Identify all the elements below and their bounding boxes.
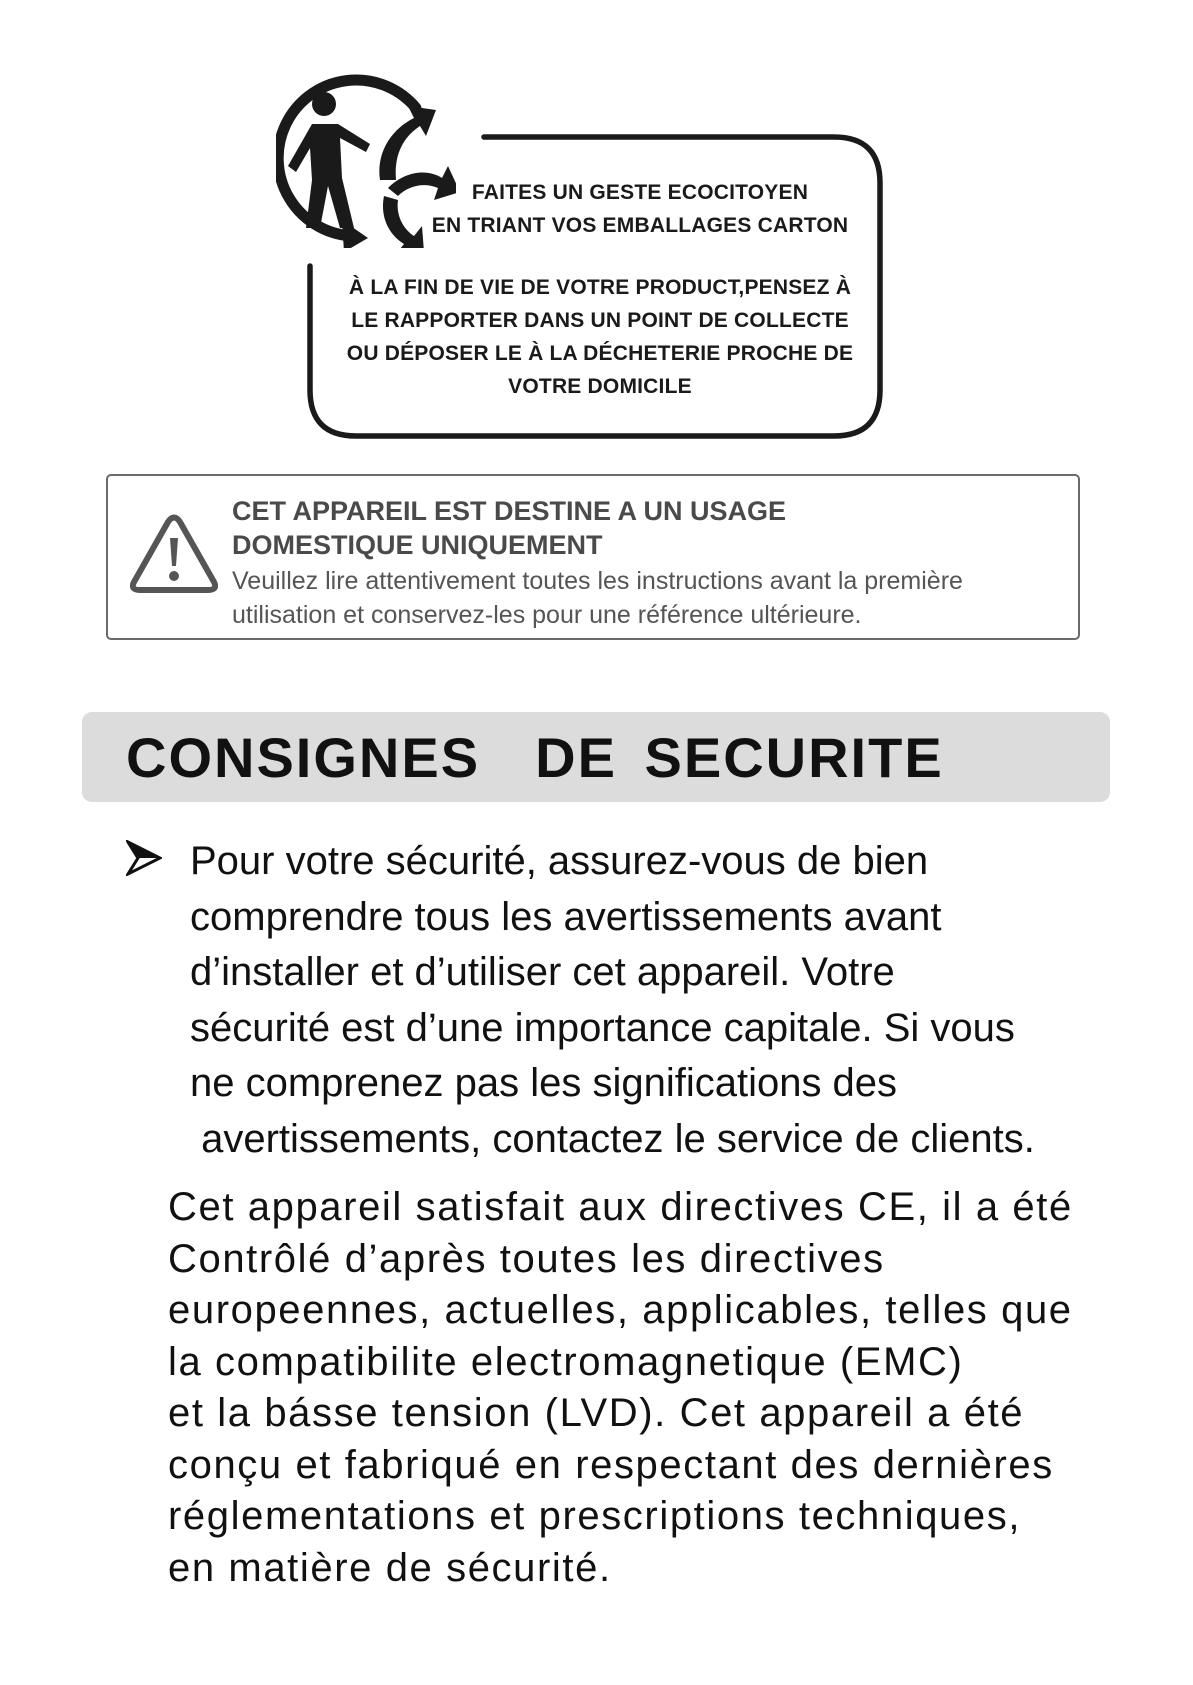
warning-triangle-icon [130, 514, 218, 594]
recycling-instructions [332, 271, 868, 403]
safety-line: Pour votre sécurité, assurez-vous de bien [190, 839, 929, 883]
recycling-header-line: EN TRIANT VOS EMBALLAGES CARTON [431, 214, 849, 237]
warning-title-line: CET APPAREIL EST DESTINE A UN USAGE [232, 496, 787, 526]
ce-line: la compatibilite electromagnetique (EMC) [168, 1339, 964, 1384]
safety-line: sécurité est d’une importance capitale. Si vous [190, 1005, 1015, 1050]
domestic-use-warning-box [106, 474, 1080, 640]
recycling-body-line: VOTRE DOMICILE [508, 375, 692, 398]
ce-line: Contrôlé d’après toutes les directives [168, 1236, 885, 1281]
safety-line: avertissements, contactez le service de clients. [190, 1116, 1035, 1161]
section-heading-bar [82, 712, 1110, 802]
ce-line: europeennes, actuelles, applicables, telles que [168, 1288, 1073, 1332]
ce-line: Cet appareil satisfait aux directives CE, il a été [168, 1185, 1073, 1229]
ce-compliance-paragraph [168, 1182, 1168, 1594]
safety-line: d’installer et d’utiliser cet appareil. Votre [190, 950, 895, 994]
warning-text-line: utilisation et conservez-les pour une référence ultérieure. [232, 601, 862, 629]
recycling-body-line: OU DÉPOSER LE À LA DÉCHETERIE PROCHE DE [346, 342, 854, 365]
warning-text-line: Veuillez lire attentivement toutes les instructions avant la première [232, 567, 963, 595]
safety-line: comprendre tous les avertissements avant [190, 894, 942, 939]
warning-title-line: DOMESTIQUE UNIQUEMENT [232, 530, 603, 560]
ce-line: et la básse tension (LVD). Cet appareil a été [168, 1391, 1025, 1435]
recycling-body-line: LE RAPPORTER DANS UN POINT DE COLLECTE [351, 309, 849, 332]
safety-paragraph [190, 834, 1130, 1167]
warning-text [232, 564, 963, 632]
section-title: CONSIGNES DE SECURITE [126, 726, 944, 789]
recycling-header-line: FAITES UN GESTE ECOCITOYEN [471, 181, 809, 204]
arrow-bullet-icon [126, 840, 162, 876]
recycling-body-line: À LA FIN DE VIE DE VOTRE PRODUCT,PENSEZ À [348, 276, 852, 299]
warning-title [232, 494, 786, 562]
ce-line: réglementations et prescriptions techniques, [168, 1494, 1022, 1538]
safety-line: ne comprenez pas les significations des [190, 1061, 898, 1105]
recycling-header [430, 176, 850, 242]
ce-line: en matière de sécurité. [168, 1545, 612, 1590]
ce-line: conçu et fabriqué en respectant des dernières [168, 1442, 1054, 1487]
